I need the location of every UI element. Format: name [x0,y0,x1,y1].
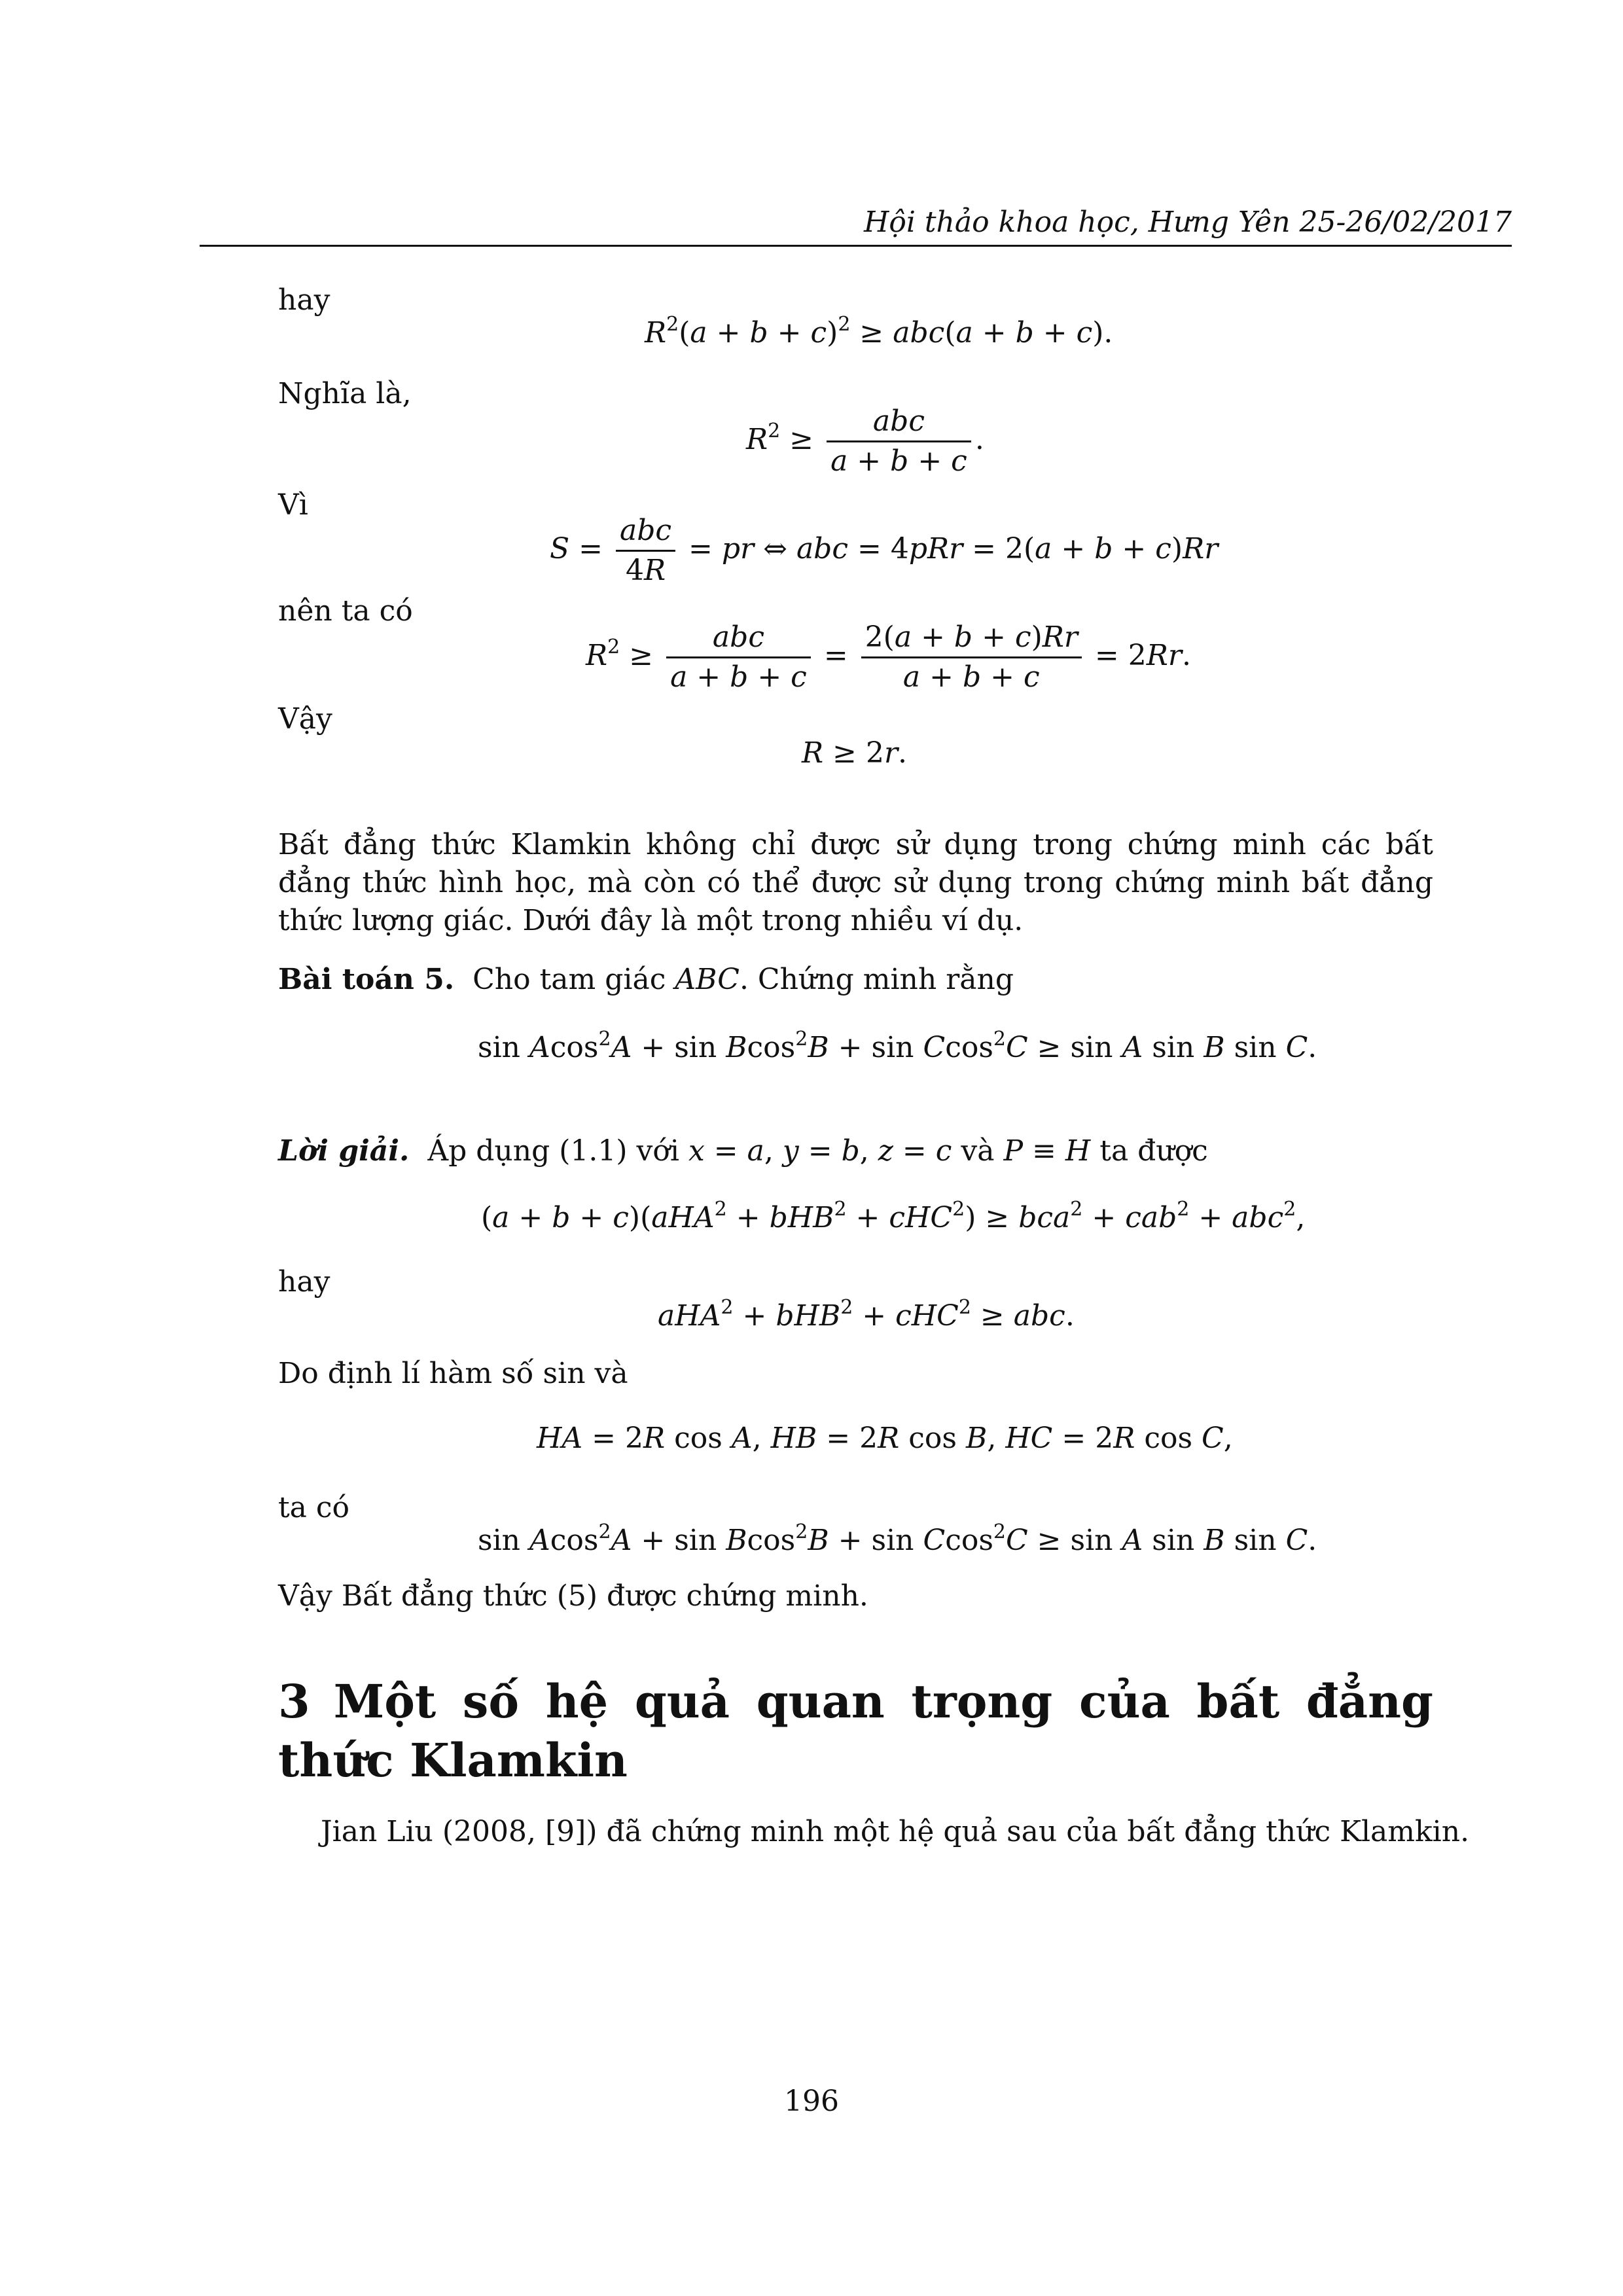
equation-final: sin Acos$^2$A + sin Bcos$^2$B + sin Ccos$^2$C ≥ sin A sin B sin C. [478,1520,1317,1557]
solution-label: Lời giải. [278,1134,410,1168]
word-hay-2: hay [278,1265,330,1299]
equation-r2-frac: $R^2$ ≥ $\frac{\text{abc}}{a + b + c}$ . [746,403,984,480]
problem-text-post: . Chứng minh rằng [739,963,1014,996]
problem-5 [278,961,1014,999]
sentence-conclusion: Vậy Bất đẳng thức (5) được chứng minh. [278,1579,868,1613]
word-ta-co: ta có [278,1491,350,1524]
section-number: 3 [278,1674,310,1729]
section-title-text: Một số hệ quả quan trọng của bất đẳng thức Klamkin [278,1674,1433,1787]
header-rule [200,245,1512,247]
equation-r2-abc: $R^2(a + b + c)^2 \ge abc(a + b + c)$. [645,313,1113,350]
closing-paragraph: Jian Liu (2008, [9]) đã chứng minh một hệ quả sau của bất đẳng thức Klamkin. [321,1815,1470,1848]
solution-intro: Lời giải. Áp dụng (1.1) với x = a, y = b, z = c và P ≡ H ta được [278,1134,1208,1168]
word-nghia-la: Nghĩa là, [278,377,412,410]
running-head-text: Hội thảo khoa học, Hưng Yên 25-26/02/2017 [863,206,1512,239]
problem-text-pre: Cho tam giác [473,963,666,996]
equation-area: S = $\frac{\text{abc}}{4R}$ = pr ⇔ abc = 4pRr = 2(a + b + c)Rr [550,512,1218,590]
equation-r2-2rr: $R^2$ ≥ $\frac{\text{abc}}{a + b + c}$ = $\frac{2(a + b + c)Rr}{a + b + c}$ = 2Rr. [586,619,1191,696]
section-heading [278,1672,1433,1790]
equation-problem-5: sin Acos$^2$A + sin Bcos$^2$B + sin Ccos$^2$C ≥ sin A sin B sin C. [478,1028,1317,1064]
problem-label: Bài toán 5. [278,963,455,996]
sentence-do-dinh-li: Do định lí hàm số sin và [278,1357,628,1390]
word-nen-ta-co: nên ta có [278,594,413,628]
equation-ha-abc: aHA$^2$ + bHB$^2$ + cHC$^2$ ≥ abc. [658,1296,1075,1333]
equation-ha-cos: HA = 2R cos A, HB = 2R cos B, HC = 2R cos C, [537,1422,1233,1455]
solution-text: Áp dụng (1.1) với [427,1134,679,1168]
word-vi: Vì [278,488,308,522]
equation-euler: R ≥ 2r. [802,736,908,770]
page-number: 196 [784,2085,839,2118]
running-header [200,203,1512,242]
paragraph-klamkin: Bất đẳng thức Klamkin không chỉ được sử dụng trong chứng minh các bất đẳng thức hình học, mà còn có thể được sử dụng trong chứng minh bất đẳng thức lượng giác. Dưới đây là một trong nhiều ví dụ. [278,828,1433,937]
equation-klamkin-h: (a + b + c)(aHA$^2$ + bHB$^2$ + cHC$^2$) ≥ bca$^2$ + cab$^2$ + abc$^2$, [481,1198,1306,1234]
word-hay-1: hay [278,283,330,317]
problem-triangle: ABC [675,963,740,996]
word-vay: Vậy [278,702,332,736]
